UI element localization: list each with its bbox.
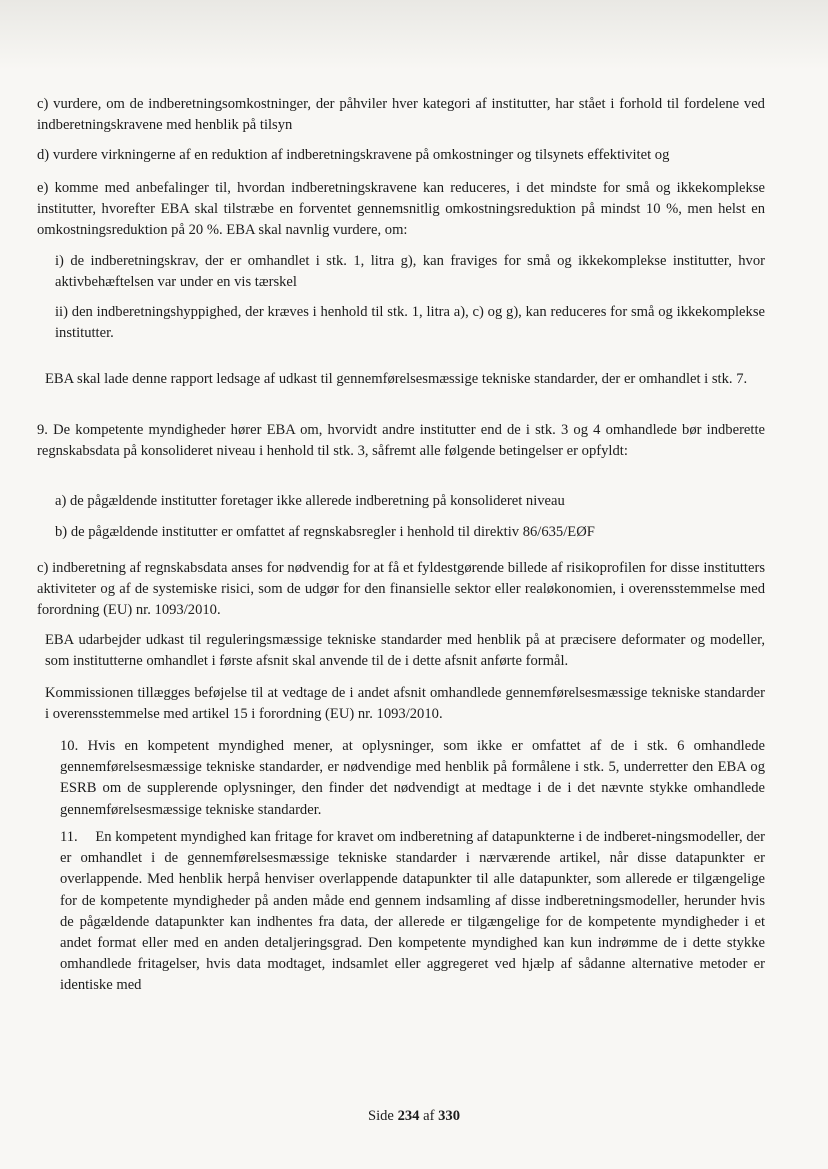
paragraph-eba-draft	[45, 630, 765, 672]
item-label: a)	[55, 493, 67, 509]
item-label: ii)	[55, 304, 68, 320]
item-text: De kompetente myndigheder hører EBA om, hvorvidt andre institutter end de i stk. 3 og 4 omhandlede bør indberette regnskabsdata på konsolideret niveau i henhold til stk. 3, såfremt alle følgende betingelser er opfyldt:	[37, 422, 765, 460]
item-text: indberetning af regnskabsdata anses for nødvendig for at få et fyldestgørende billede af risikoprofilen for disse institutters aktiviteter og af de systemiske risici, som de udgør for den finansielle sektor eller realøkonomien, i overensstemmelse med forordning (EU) nr. 1093/2010.	[37, 560, 765, 619]
item-text: vurdere virkningerne af en reduktion af indberetningskravene på omkostninger og tilsynets effektivitet og	[52, 147, 670, 163]
item-text: En kompetent myndighed kan fritage for kravet om indberetning af datapunkterne i de indberet-ningsmodeller, der er omhandlet i de gennemførelsesmæssige tekniske standarder i nærværende artikel, når disse datapunkter er overlappende. Med henblik herpå henviser overlappende datapunkter til alle datapunkter, som allerede er tilgængelige for de kompetente myndigheder på anden måde end gennem indsamling af disse indberetningsmodeller, herunder hvis de pågældende datapunkter kan indhentes fra data, der allerede er tilgængelige for de kompetente myndigheder i et andet format eller med en anden detaljeringsgrad. Den kompetente myndighed kan kun indrømme de i dette stykke omhandlede fritagelser, hvis data modtaget, indsamlet eller aggregeret ved hjælp af sådanne alternative metoder er identiske med	[60, 829, 765, 994]
paragraph-10	[60, 736, 765, 821]
item-text: Hvis en kompetent myndighed mener, at oplysninger, som ikke er omfattet af de i stk. 6 omhandlede gennemførelsesmæssige tekniske standarder, er nødvendige med henblik på formålene i stk. 5, underretter den EBA og ESRB om de supplerende oplysninger, den finder det nødvendigt at medtage i de i det nævnte stykke omhandlede gennemførelsesmæssige tekniske standarder.	[60, 738, 765, 818]
item-label: 10.	[60, 738, 79, 754]
paragraph-eba-report	[45, 369, 765, 390]
item-label: b)	[55, 524, 68, 540]
item-c-assessment	[37, 94, 765, 136]
item-d-assessment	[37, 145, 765, 166]
paragraph-commission	[45, 683, 765, 725]
item-text: den indberetningshyppighed, der kræves i henhold til stk. 1, litra a), c) og g), kan reduceres for små og ikkekomplekse institutter.	[55, 304, 765, 342]
paragraph-text: EBA udarbejder udkast til reguleringsmæssige tekniske standarder med henblik på at præcisere deformater og modeller, som institutterne omhandlet i første afsnit skal anvende til de i dette afsnit anførte formål.	[45, 632, 765, 670]
item-label: d)	[37, 147, 50, 163]
paragraph-11	[60, 827, 765, 997]
footer-prefix: Side	[367, 1108, 394, 1124]
subitem-i	[55, 251, 765, 293]
item-9c	[37, 558, 765, 622]
item-9a	[55, 491, 765, 512]
item-label: e)	[37, 180, 49, 196]
item-text: vurdere, om de indberetningsomkostninger, der påhviler hver kategori af institutter, har stået i forhold til fordelene ved indberetningskravene med henblik på tilsyn	[37, 96, 765, 134]
footer-middle: af	[423, 1108, 435, 1124]
item-e-recommendations	[37, 178, 765, 242]
item-9b	[55, 522, 765, 543]
paragraph-text: Kommissionen tillægges beføjelse til at vedtage de i andet afsnit omhandlede gennemførelsesmæssige tekniske standarder i overensstemmelse med artikel 15 i forordning (EU) nr. 1093/2010.	[45, 685, 765, 723]
subitem-ii	[55, 302, 765, 344]
item-label: c)	[37, 560, 49, 576]
footer-total-pages: 330	[438, 1108, 461, 1124]
item-label: 11.	[60, 829, 78, 845]
footer-page-number: 234	[397, 1108, 420, 1124]
item-text: komme med anbefalinger til, hvordan indberetningskravene kan reduceres, i det mindste for små og ikkekomplekse institutter, hvorefter EBA skal tilstræbe en forventet gennemsnitlig omkostningsreduktion på mindst 10 %, men helst en omkostningsreduktion på 20 %. EBA skal navnlig vurdere, om:	[37, 180, 765, 239]
item-label: c)	[37, 96, 49, 112]
paragraph-text: EBA skal lade denne rapport ledsage af udkast til gennemførelsesmæssige tekniske standarder, der er omhandlet i stk. 7.	[45, 371, 748, 387]
item-text: de pågældende institutter er omfattet af regnskabsregler i henhold til direktiv 86/635/EØF	[70, 524, 595, 540]
item-text: de pågældende institutter foretager ikke allerede indberetning på konsolideret niveau	[70, 493, 565, 509]
item-label: 9.	[37, 422, 48, 438]
item-text: de indberetningskrav, der er omhandlet i stk. 1, litra g), kan fraviges for små og ikkekomplekse institutter, hvor aktivbehæftelsen var under en vis tærskel	[55, 253, 765, 291]
page-footer	[0, 1108, 828, 1125]
paragraph-9	[37, 420, 765, 462]
item-label: i)	[55, 253, 64, 269]
